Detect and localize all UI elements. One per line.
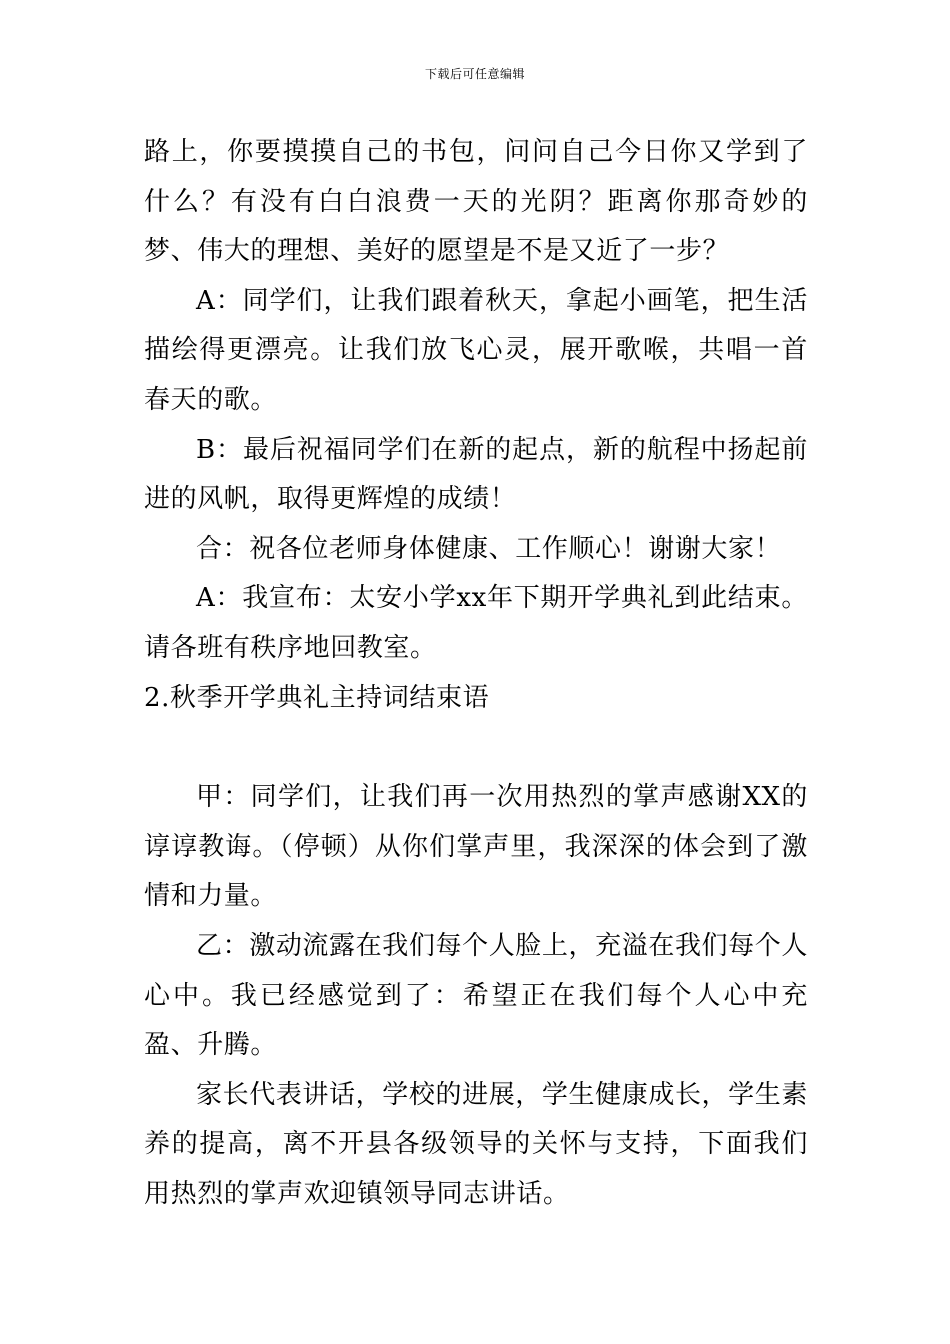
paragraph-continuation: 路上，你要摸摸自己的书包，问问自己今日你又学到了什么？有没有白白浪费一天的光阴？距离你那奇妙的梦、伟大的理想、美好的愿望是不是又近了一步？ [144,137,808,267]
section-heading: 2.秋季开学典礼主持词结束语 [144,682,490,713]
paragraph-yi-speech: 乙：激动流露在我们每个人脸上，充溢在我们每个人心中。我已经感觉到了：希望正在我们每个人心中充盈、升腾。 [144,930,808,1061]
paragraph-jia-speech: 甲：同学们，让我们再一次用热烈的掌声感谢XX的谆谆教诲。（停顿）从你们掌声里，我深深的体会到了激情和力量。 [144,782,808,912]
paragraph-a-speech: A：同学们，让我们跟着秋天，拿起小画笔，把生活描绘得更漂亮。让我们放飞心灵，展开歌喉，共唱一首春天的歌。 [144,285,808,415]
paragraph-b-speech: B：最后祝福同学们在新的起点，新的航程中扬起前进的风帆，取得更辉煌的成绩！ [144,434,808,515]
blank-line [144,723,808,773]
paragraph-together-speech: 合：祝各位老师身体健康、工作顺心！谢谢大家！ [196,533,782,564]
paragraph-a-announcement: A：我宣布：太安小学xx年下期开学典礼到此结束。请各班有秩序地回教室。 [144,583,808,663]
document-body [144,128,808,1219]
paragraph-parent-representative: 家长代表讲话，学校的进展，学生健康成长，学生素养的提高，离不开县各级领导的关怀与支持，下面我们用热烈的掌声欢迎镇领导同志讲话。 [144,1079,808,1209]
page-header: 下载后可任意编辑 [424,67,525,81]
